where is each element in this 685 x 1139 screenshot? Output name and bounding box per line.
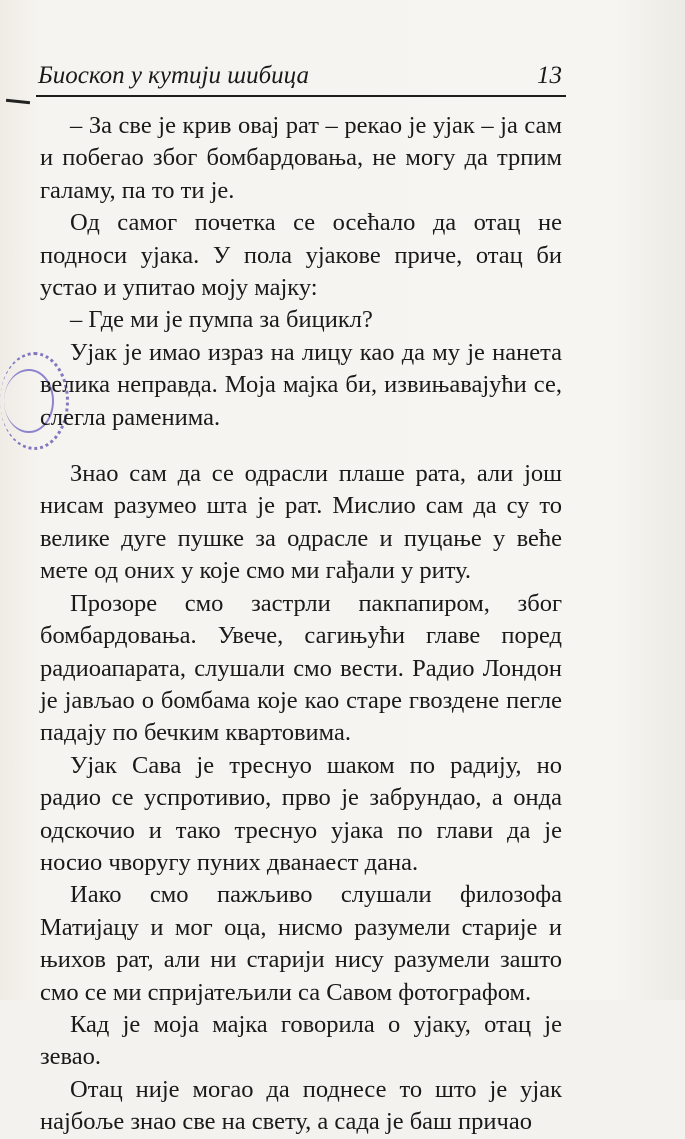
paragraph: Иако смо пажљиво слушали филозофа Матијацу и мог оца, нисмо разумели старије и њихов рат, али ни старији нису разумели зашто смо се ми спријатељили са Савом фотографом. bbox=[40, 881, 562, 1006]
paragraph-gap bbox=[40, 434, 562, 458]
paragraph: Ујак је имао израз на лицу као да му је нанета велика неправда. Моја мајка би, извињавајући се, слегла раменима. bbox=[40, 338, 562, 431]
header-rule bbox=[36, 95, 566, 97]
page-number: 13 bbox=[537, 62, 562, 89]
running-title: Биоскоп у кутији шибица bbox=[38, 62, 309, 89]
paragraph: Знао сам да се одрасли плаше рата, али још нисам разумео шта је рат. Мислио сам да су то велике дуге пушке за одрасле и пуцање у веће мете од оних у које смо ми гађали у риту. bbox=[40, 460, 562, 585]
paragraph: – Где ми је пумпа за бицикл? bbox=[70, 306, 373, 334]
paragraph: – За све је крив овај рат – рекао је ујак – ја сам и побегао због бомбардовања, не могу да трпим галаму, па то ти је. bbox=[40, 112, 562, 204]
paragraph: Прозоре смо застрли пакпапиром, због бомбардовања. Увече, сагињући главе поред радиоапарата, слушали смо вести. Радио Лондон је јављао о бомбама које као старе гвоздене пегле падају по бечким квартовима. bbox=[40, 589, 562, 747]
paragraph: Кад је моја мајка говорила о ујаку, отац је зевао. bbox=[40, 1010, 562, 1071]
paragraph: Ујак Сава је треснуо шаком по радију, но радио се успротивио, прво је забрундао, а онда одскочио и тако треснуо ујака по глави да је носио чворугу пуних дванаест дана. bbox=[40, 751, 562, 876]
body-text bbox=[40, 110, 562, 1139]
paragraph: Отац није могао да поднесе то што је ујак најбоље знао све на свету, а сада је баш причао bbox=[40, 1075, 562, 1136]
running-head bbox=[38, 58, 564, 94]
pen-mark bbox=[6, 99, 30, 104]
paragraph: Од самог почетка се осећало да отац не подноси ујака. У пола ујакове приче, отац би устао и упитао моју мајку: bbox=[40, 209, 562, 302]
